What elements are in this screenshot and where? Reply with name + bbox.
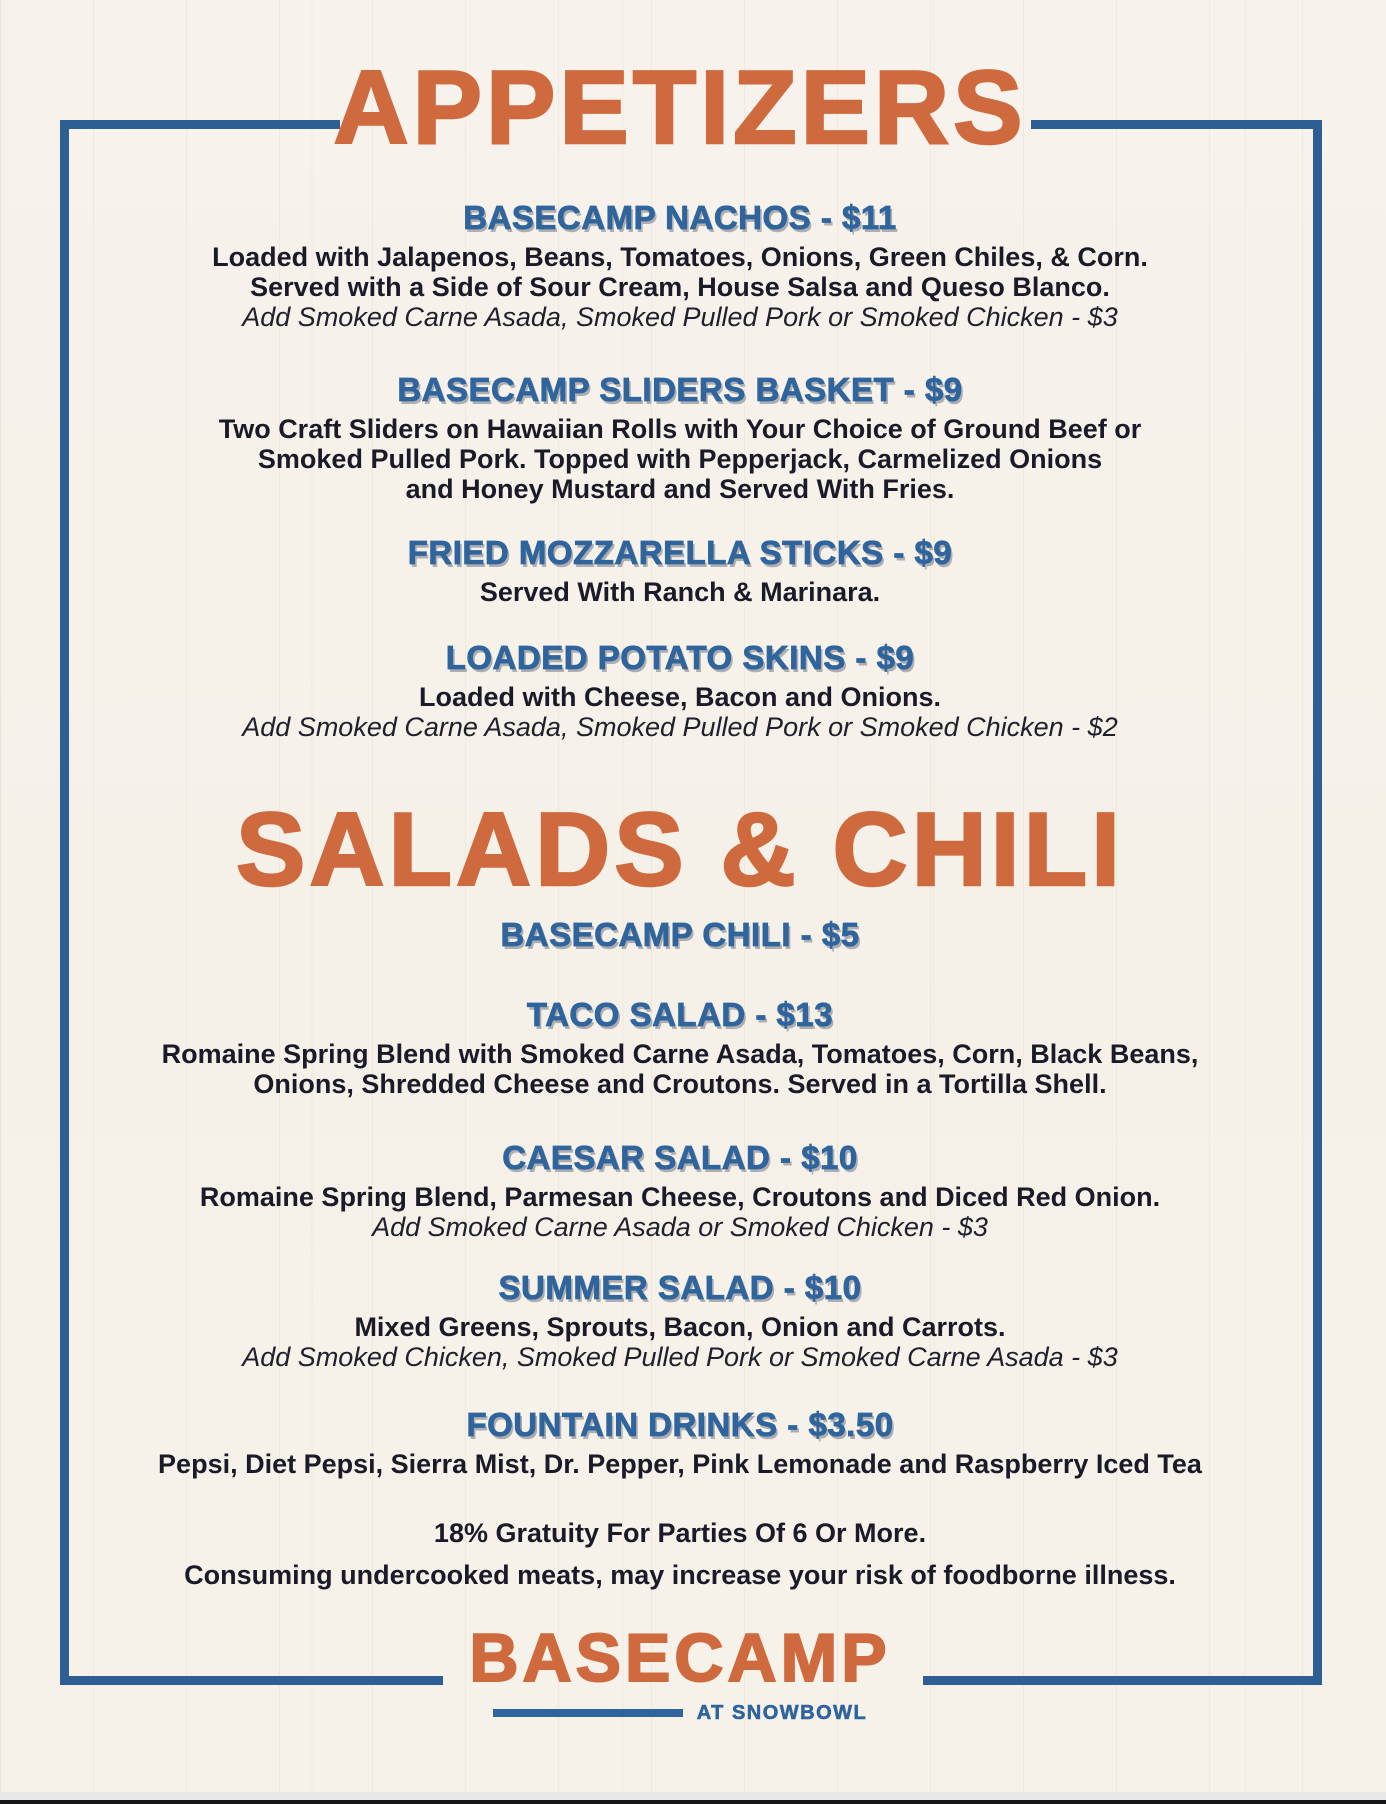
basecamp-logo-tagline-row: [0, 1700, 1360, 1726]
item-description-line: Romaine Spring Blend, Parmesan Cheese, Croutons and Diced Red Onion.: [199, 1182, 1161, 1212]
menu-item-basecamp-nachos: [0, 200, 1360, 332]
item-description-line: Served with a Side of Sour Cream, House Salsa and Queso Blanco.: [250, 272, 1110, 302]
bottom-gray-strip: [0, 1792, 1386, 1800]
menu-item-potato-skins: [0, 640, 1360, 742]
logo-tagline: AT SNOWBOWL: [696, 1701, 868, 1724]
menu-item-mozzarella-sticks: [0, 535, 1360, 607]
item-description-line: Served With Ranch & Marinara.: [479, 577, 881, 607]
item-description-line: Romaine Spring Blend with Smoked Carne Asada, Tomatoes, Corn, Black Beans,: [161, 1039, 1199, 1069]
item-addon-note: Add Smoked Carne Asada, Smoked Pulled Pork or Smoked Chicken - $3: [242, 302, 1118, 332]
item-name-price: FOUNTAIN DRINKS - $3.50: [466, 1406, 894, 1443]
item-addon-note: Add Smoked Chicken, Smoked Pulled Pork or Smoked Carne Asada - $3: [242, 1342, 1118, 1372]
item-name-price: BASECAMP NACHOS - $11: [463, 199, 897, 236]
item-name-price: SUMMER SALAD - $10: [498, 1269, 862, 1306]
item-name-price: CAESAR SALAD - $10: [502, 1139, 858, 1176]
menu-item-sliders-basket: [0, 372, 1360, 504]
item-name-price: BASECAMP CHILI - $5: [500, 916, 860, 953]
item-description-line: Loaded with Jalapenos, Beans, Tomatoes, Onions, Green Chiles, & Corn.: [212, 242, 1148, 272]
item-addon-note: Add Smoked Carne Asada, Smoked Pulled Pork or Smoked Chicken - $2: [242, 712, 1118, 742]
item-description-line: Pepsi, Diet Pepsi, Sierra Mist, Dr. Pepper, Pink Lemonade and Raspberry Iced Tea: [158, 1449, 1202, 1479]
menu-item-fountain-drinks: [0, 1407, 1360, 1479]
logo-underline-rule: [493, 1709, 683, 1717]
item-name-price: BASECAMP SLIDERS BASKET - $9: [397, 371, 963, 408]
item-addon-note: Add Smoked Carne Asada or Smoked Chicken - $3: [372, 1212, 988, 1242]
item-name-price: FRIED MOZZARELLA STICKS - $9: [407, 534, 953, 571]
item-description-line: Mixed Greens, Sprouts, Bacon, Onion and Carrots.: [354, 1312, 1006, 1342]
section-title-salads-chili: SALADS & CHILI: [236, 792, 1124, 908]
menu-item-summer-salad: [0, 1270, 1360, 1372]
item-name-price: TACO SALAD - $13: [526, 996, 834, 1033]
item-description-line: Smoked Pulled Pork. Topped with Pepperjack, Carmelized Onions: [257, 444, 1103, 474]
menu-item-caesar-salad: [0, 1140, 1360, 1242]
menu-item-basecamp-chili: [0, 917, 1360, 959]
foodborne-illness-disclaimer: Consuming undercooked meats, may increase your risk of foodborne illness.: [184, 1560, 1176, 1590]
gratuity-note: 18% Gratuity For Parties Of 6 Or More.: [433, 1518, 927, 1548]
item-name-price: LOADED POTATO SKINS - $9: [445, 639, 915, 676]
basecamp-logo-wordmark: BASECAMP: [469, 1620, 891, 1696]
bottom-black-bar: [0, 1800, 1386, 1804]
section-title-appetizers: APPETIZERS: [333, 50, 1027, 166]
item-description-line: and Honey Mustard and Served With Fries.: [405, 474, 955, 504]
item-description-line: Onions, Shredded Cheese and Croutons. Served in a Tortilla Shell.: [253, 1069, 1107, 1099]
item-description-line: Loaded with Cheese, Bacon and Onions.: [418, 682, 942, 712]
item-description-line: Two Craft Sliders on Hawaiian Rolls with Your Choice of Ground Beef or: [218, 414, 1142, 444]
menu-item-taco-salad: [0, 997, 1360, 1099]
